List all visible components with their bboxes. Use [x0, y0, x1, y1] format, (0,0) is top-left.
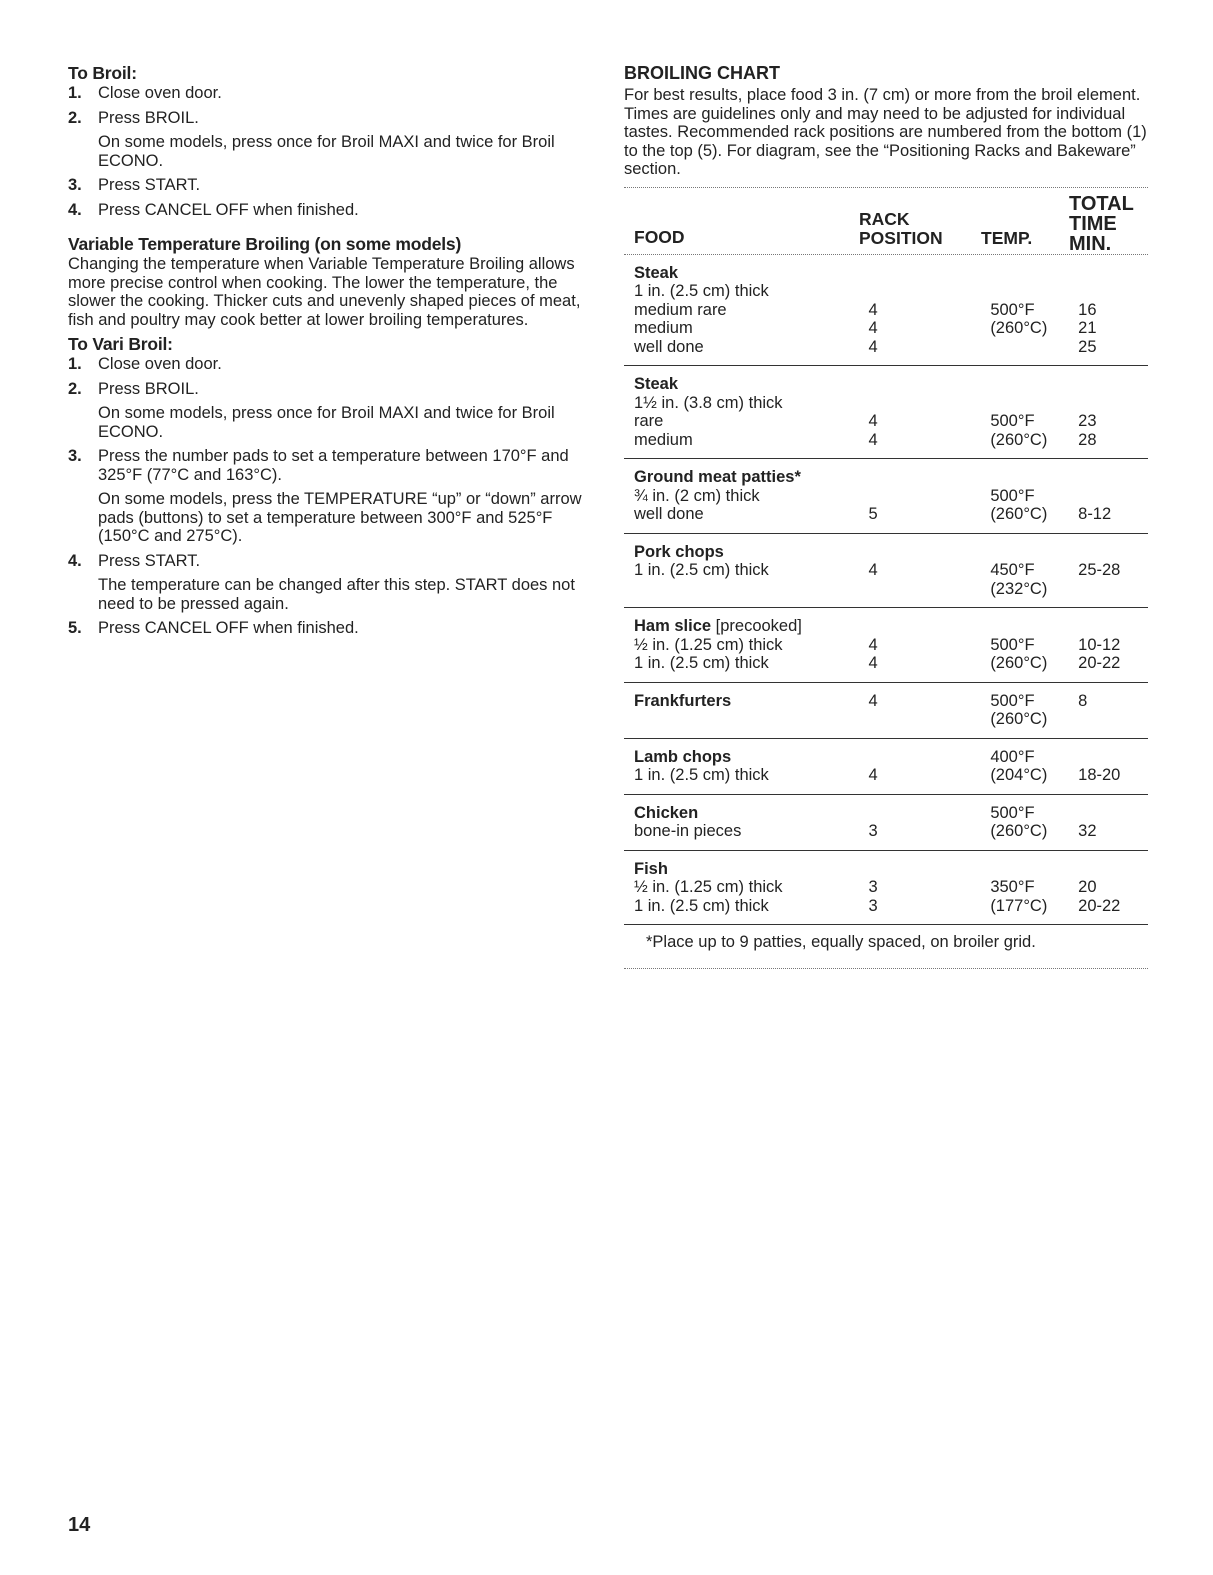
header-food: FOOD	[634, 226, 685, 247]
temp-cell: 500°F	[990, 635, 1035, 654]
food-name-cell	[624, 468, 869, 487]
rack-cell	[869, 468, 991, 487]
temp-cell: 400°F	[990, 747, 1035, 766]
rack-cell	[869, 580, 991, 599]
step-item	[68, 355, 588, 374]
time-cell: 20-22	[1078, 896, 1121, 915]
step-body	[98, 84, 588, 103]
step-number: 2.	[68, 379, 82, 398]
time-cell	[1078, 264, 1148, 283]
food-title-row	[624, 375, 1148, 394]
food-group	[624, 608, 1148, 683]
time-cell	[1078, 487, 1148, 506]
food-name-cell	[624, 804, 869, 823]
time-cell: 32	[1078, 822, 1097, 840]
step-text: Close oven door.	[98, 84, 222, 102]
rack-cell	[869, 487, 991, 506]
food-name-cell	[624, 264, 869, 283]
time-cell: 20-22	[1078, 654, 1121, 672]
food-name-note: [precooked]	[711, 617, 802, 635]
step-text: Press BROIL.	[98, 379, 199, 398]
chart-row	[624, 561, 1148, 580]
chart-bottom-rule	[624, 968, 1148, 969]
food-cell: ¾ in. (2 cm) thick	[634, 486, 760, 505]
temp-cell: (260°C)	[990, 430, 1048, 449]
food-cell: medium rare	[634, 300, 727, 319]
food-name: Fish	[634, 859, 668, 878]
rack-cell: 3	[868, 878, 878, 896]
time-cell: 23	[1078, 412, 1097, 430]
step-subtext: The temperature can be changed after this step. START does not need to be pressed again.	[98, 576, 575, 613]
temp-cell	[990, 543, 1078, 562]
food-cell: well done	[634, 505, 704, 523]
food-cell: bone-in pieces	[634, 822, 742, 840]
food-name: Ham slice	[634, 617, 712, 635]
temp-cell: (260°C)	[990, 505, 1048, 523]
rack-cell	[869, 710, 991, 729]
rack-cell: 4	[868, 412, 878, 430]
rack-cell: 4	[868, 691, 878, 710]
food-group	[624, 534, 1148, 609]
chart-row	[624, 710, 1148, 729]
food-cell: 1½ in. (3.8 cm) thick	[634, 393, 783, 412]
header-temp: TEMP.	[981, 227, 1033, 248]
food-group	[624, 255, 1148, 367]
time-cell	[1078, 282, 1148, 301]
step-number: 2.	[68, 108, 82, 127]
temp-cell: 500°F	[990, 300, 1035, 319]
rack-cell	[869, 543, 991, 562]
rack-cell: 4	[868, 337, 878, 356]
food-title-row	[624, 543, 1148, 562]
temp-cell: 500°F	[990, 803, 1035, 822]
temp-cell: (260°C)	[990, 710, 1048, 728]
left-column	[68, 62, 588, 644]
time-cell	[1078, 860, 1148, 879]
food-cell: well done	[634, 337, 704, 356]
food-name-cell	[624, 617, 869, 636]
food-cell: 1 in. (2.5 cm) thick	[634, 654, 769, 672]
step-subtext: On some models, press once for Broil MAXI and twice for Broil ECONO.	[98, 133, 555, 170]
chart-row	[624, 431, 1148, 450]
step-number: 5.	[68, 619, 82, 637]
food-name-cell	[624, 375, 869, 394]
temp-cell: 450°F	[990, 561, 1035, 579]
food-name: Steak	[634, 375, 679, 393]
step-number: 3.	[68, 447, 82, 465]
food-cell: ½ in. (1.25 cm) thick	[634, 635, 783, 654]
rack-cell	[869, 617, 991, 636]
step-number: 1.	[68, 355, 82, 373]
step-item	[68, 619, 588, 638]
broiling-chart	[624, 62, 1148, 969]
header-position: POSITION	[859, 227, 943, 248]
rack-cell: 5	[868, 505, 878, 523]
food-cell: ½ in. (1.25 cm) thick	[634, 878, 783, 896]
chart-body	[624, 255, 1148, 926]
time-cell	[1078, 468, 1148, 487]
chart-row	[624, 505, 1148, 524]
time-cell: 10-12	[1078, 635, 1121, 654]
food-title-row	[624, 617, 1148, 636]
rack-cell	[869, 394, 991, 413]
time-cell: 16	[1078, 300, 1097, 319]
food-group	[624, 739, 1148, 795]
step-body	[98, 619, 588, 638]
food-group	[624, 683, 1148, 739]
time-cell	[1078, 617, 1148, 636]
temp-cell: (177°C)	[990, 896, 1048, 915]
chart-row	[624, 692, 1148, 711]
time-cell	[1078, 375, 1148, 394]
chart-row	[624, 766, 1148, 785]
temp-cell	[990, 338, 1078, 357]
step-text: Press the number pads to set a temperature between 170°F and 325°F (77°C and 163°C).	[98, 447, 569, 484]
rack-cell: 4	[868, 561, 878, 579]
rack-cell	[869, 804, 991, 823]
food-name-cell	[624, 748, 869, 767]
header-time: TIME	[1069, 212, 1117, 235]
food-group	[624, 459, 1148, 534]
step-item	[68, 201, 588, 220]
food-title-row	[624, 748, 1148, 767]
food-cell: 1 in. (2.5 cm) thick	[634, 282, 769, 300]
temp-cell: 500°F	[990, 691, 1035, 710]
food-name-cell	[624, 860, 869, 879]
temp-cell	[990, 468, 1078, 487]
food-cell: 1 in. (2.5 cm) thick	[634, 561, 769, 579]
header-min: MIN.	[1069, 232, 1112, 255]
temp-cell: (260°C)	[990, 822, 1048, 840]
temp-cell: (232°C)	[990, 579, 1048, 598]
temp-cell	[990, 860, 1078, 879]
food-cell: 1 in. (2.5 cm) thick	[634, 896, 769, 915]
food-name-cell	[624, 543, 869, 562]
chart-row	[624, 338, 1148, 357]
chart-intro: For best results, place food 3 in. (7 cm) or more from the broil element. Times are guidelines only and may need to be adjusted for individual tastes. Recommended rack positions are numbered from the bottom (1) to the top (5). For diagram, see the “Positioning Racks and Bakeware” section.	[624, 86, 1147, 178]
step-item	[68, 552, 588, 614]
food-cell: Frankfurters	[634, 691, 732, 710]
food-name: Pork chops	[634, 542, 724, 561]
step-body	[98, 552, 588, 614]
rack-cell: 3	[868, 896, 878, 915]
chart-row	[624, 301, 1148, 320]
rack-cell	[869, 282, 991, 301]
time-cell	[1078, 543, 1148, 562]
step-text: Press BROIL.	[98, 108, 199, 127]
food-name: Steak	[634, 263, 679, 282]
step-text: Close oven door.	[98, 355, 222, 373]
step-number: 3.	[68, 176, 82, 194]
temp-cell: 350°F	[990, 878, 1035, 896]
chart-row	[624, 394, 1148, 413]
food-name: Lamb chops	[634, 747, 732, 766]
rack-cell	[869, 860, 991, 879]
chart-row	[624, 654, 1148, 673]
rack-cell: 4	[868, 300, 878, 319]
time-cell: 28	[1078, 430, 1097, 449]
chart-row	[624, 897, 1148, 916]
rack-cell: 4	[868, 430, 878, 449]
step-number: 1.	[68, 84, 82, 102]
step-body	[98, 355, 588, 374]
temp-cell	[990, 375, 1078, 394]
chart-row	[624, 319, 1148, 338]
temp-cell: (260°C)	[990, 654, 1048, 672]
chart-row	[624, 412, 1148, 431]
header-total: TOTAL	[1069, 192, 1134, 215]
rack-cell: 4	[868, 654, 878, 672]
food-name: Ground meat patties*	[634, 468, 801, 486]
chart-header-row	[624, 188, 1148, 254]
temp-cell	[990, 282, 1078, 301]
temp-cell: 500°F	[990, 412, 1035, 430]
chart-row	[624, 878, 1148, 897]
step-subtext: On some models, press once for Broil MAXI and twice for Broil ECONO.	[98, 404, 555, 441]
rack-cell: 4	[868, 635, 878, 654]
chart-row	[624, 487, 1148, 506]
chart-title: BROILING CHART	[624, 63, 780, 83]
food-title-row	[624, 860, 1148, 879]
step-number: 4.	[68, 200, 82, 219]
food-cell: 1 in. (2.5 cm) thick	[634, 766, 769, 784]
to-vari-broil-heading: To Vari Broil:	[68, 334, 173, 354]
rack-cell	[869, 264, 991, 283]
step-text: Press CANCEL OFF when finished.	[98, 619, 359, 637]
step-body	[98, 380, 588, 442]
food-cell: medium	[634, 430, 693, 449]
food-cell: rare	[634, 412, 664, 430]
time-cell	[1078, 748, 1148, 767]
time-cell: 8-12	[1078, 505, 1112, 523]
rack-cell: 3	[868, 822, 878, 840]
rack-cell	[869, 748, 991, 767]
step-body	[98, 201, 588, 220]
step-item	[68, 380, 588, 442]
time-cell	[1078, 710, 1148, 729]
rack-cell: 4	[868, 766, 878, 784]
header-rack: RACK	[859, 208, 910, 229]
page-number: 14	[68, 1514, 91, 1536]
chart-row	[624, 282, 1148, 301]
temp-cell: 500°F	[990, 486, 1035, 505]
temp-cell	[990, 264, 1078, 283]
time-cell: 25-28	[1078, 561, 1121, 579]
step-body	[98, 447, 588, 546]
step-text: Press CANCEL OFF when finished.	[98, 200, 359, 219]
food-title-row	[624, 804, 1148, 823]
food-title-row	[624, 468, 1148, 487]
rack-cell	[869, 375, 991, 394]
temp-cell: (204°C)	[990, 766, 1048, 784]
food-group	[624, 795, 1148, 851]
step-body	[98, 109, 588, 171]
temp-cell: (260°C)	[990, 319, 1048, 337]
food-group	[624, 366, 1148, 459]
step-text: Press START.	[98, 551, 201, 570]
temp-cell	[990, 617, 1078, 636]
step-body	[98, 176, 588, 195]
variable-temperature-text: Changing the temperature when Variable Temperature Broiling allows more precise control when cooking. The lower the temperature, the slower the cooking. Thicker cuts and unevenly shaped pieces of meat, fish and poultry may cook better at lower broiling temperatures.	[68, 255, 581, 329]
step-subtext: On some models, press the TEMPERATURE “up” or “down” arrow pads (buttons) to set a temperature between 300°F and 525°F (150°C and 275°C).	[98, 490, 582, 545]
time-cell	[1078, 580, 1148, 599]
food-title-row	[624, 264, 1148, 283]
time-cell: 8	[1078, 691, 1088, 710]
chart-footnote: *Place up to 9 patties, equally spaced, on broiler grid.	[646, 933, 1036, 951]
to-broil-heading: To Broil:	[68, 63, 137, 83]
food-name: Chicken	[634, 803, 699, 822]
food-cell: medium	[634, 319, 693, 337]
step-item	[68, 84, 588, 103]
step-item	[68, 447, 588, 546]
chart-row	[624, 580, 1148, 599]
step-item	[68, 109, 588, 171]
time-cell: 25	[1078, 337, 1097, 356]
broil-steps	[68, 84, 588, 219]
time-cell: 18-20	[1078, 766, 1121, 784]
time-cell: 21	[1078, 319, 1097, 337]
food-cell	[624, 580, 869, 599]
temp-cell	[990, 394, 1078, 413]
chart-row	[624, 822, 1148, 841]
time-cell	[1078, 394, 1148, 413]
time-cell	[1078, 804, 1148, 823]
step-text: Press START.	[98, 176, 201, 194]
step-number: 4.	[68, 551, 82, 570]
step-item	[68, 176, 588, 195]
food-group	[624, 851, 1148, 926]
chart-row	[624, 636, 1148, 655]
food-cell	[624, 710, 869, 729]
vari-broil-steps	[68, 355, 588, 638]
variable-temperature-heading: Variable Temperature Broiling (on some models)	[68, 234, 462, 254]
time-cell: 20	[1078, 878, 1097, 896]
rack-cell: 4	[868, 319, 878, 337]
